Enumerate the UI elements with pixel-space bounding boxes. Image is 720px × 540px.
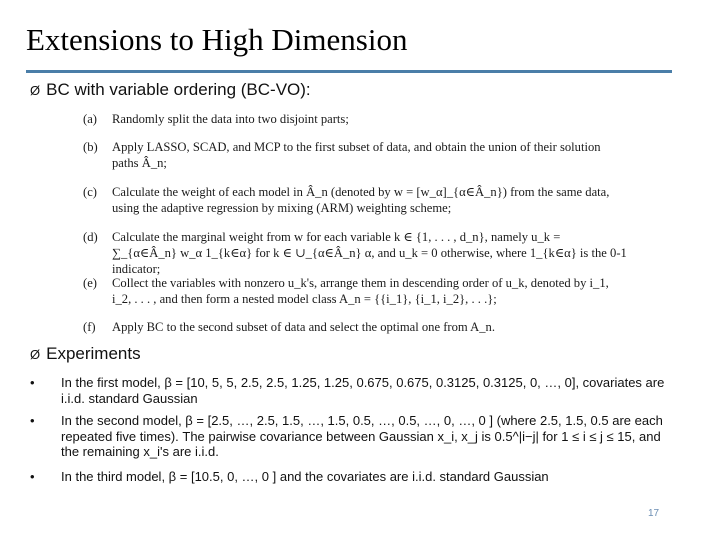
experiment-item-1 — [30, 375, 680, 406]
experiment-item-3 — [30, 469, 680, 485]
step-text: Randomly split the data into two disjoint parts; — [112, 112, 349, 126]
step-b — [83, 139, 628, 171]
section-heading-text: BC with variable ordering (BC-VO): — [46, 80, 311, 99]
step-tag: (a) — [83, 112, 97, 126]
step-tag: (e) — [83, 276, 97, 290]
step-text: Calculate the marginal weight from w for each variable k ∈ {1, . . . , d_n}, namely u_k = ∑_{α∈Â_n} w_α 1_{k∈α} for k ∈ ∪_{α∈Â_n} α, and u_k = 0 otherwise, where 1_{k∈α} is the 0-1 indicator; — [112, 230, 627, 276]
slide-title: Extensions to High Dimension — [26, 22, 408, 57]
section-heading-bc-vo — [30, 80, 311, 100]
step-tag: (c) — [83, 185, 97, 199]
step-text: Collect the variables with nonzero u_k's, arrange them in descending order of u_k, denoted by i_1, i_2, . . . , and then form a nested model class A_n = {{i_1}, {i_1, i_2}, . . .}; — [112, 276, 609, 306]
experiment-text: In the first model, β = [10, 5, 5, 2.5, 2.5, 1.25, 1.25, 0.675, 0.675, 0.3125, 0.3125, 0, …, 0], covariates are i.i.d. standard Gaussian — [61, 375, 665, 406]
step-tag: (d) — [83, 230, 98, 244]
step-text: Apply LASSO, SCAD, and MCP to the first subset of data, and obtain the union of their solution paths Â_n; — [112, 140, 601, 170]
experiment-item-2 — [30, 413, 680, 460]
step-e — [83, 275, 628, 307]
arrow-bullet-icon: Ø — [30, 347, 41, 362]
arrow-bullet-icon: Ø — [30, 83, 41, 98]
step-f — [83, 319, 628, 335]
step-text: Apply BC to the second subset of data and select the optimal one from A_n. — [112, 320, 495, 334]
step-text: Calculate the weight of each model in Â_n (denoted by w = [w_α]_{α∈Â_n}) from the same data, using the adaptive regression by mixing (ARM) weighting scheme; — [112, 185, 610, 215]
experiment-text: In the second model, β = [2.5, …, 2.5, 1.5, …, 1.5, 0.5, …, 0.5, …, 0, …, 0 ] (where 2.5, 1.5, 0.5 are each repeated five times). The pairwise covariance between Gaussian x_i, x_j is 0.5^|i−j| for 1 ≤ i ≤ j ≤ 15, and the remaining x_i's are i.i.d. — [61, 413, 663, 459]
section-heading-text: Experiments — [46, 344, 141, 363]
experiment-text: In the third model, β = [10.5, 0, …, 0 ] and the covariates are i.i.d. standard Gaussian — [61, 469, 549, 484]
title-divider — [26, 70, 672, 73]
step-tag: (b) — [83, 140, 98, 154]
step-tag: (f) — [83, 320, 96, 334]
step-d — [83, 229, 628, 277]
section-heading-experiments — [30, 344, 141, 364]
step-c — [83, 184, 628, 216]
step-a — [83, 111, 628, 127]
bullet-dot-icon: • — [30, 413, 35, 428]
bullet-dot-icon: • — [30, 469, 35, 484]
bullet-dot-icon: • — [30, 375, 35, 390]
page-number: 17 — [648, 508, 660, 519]
